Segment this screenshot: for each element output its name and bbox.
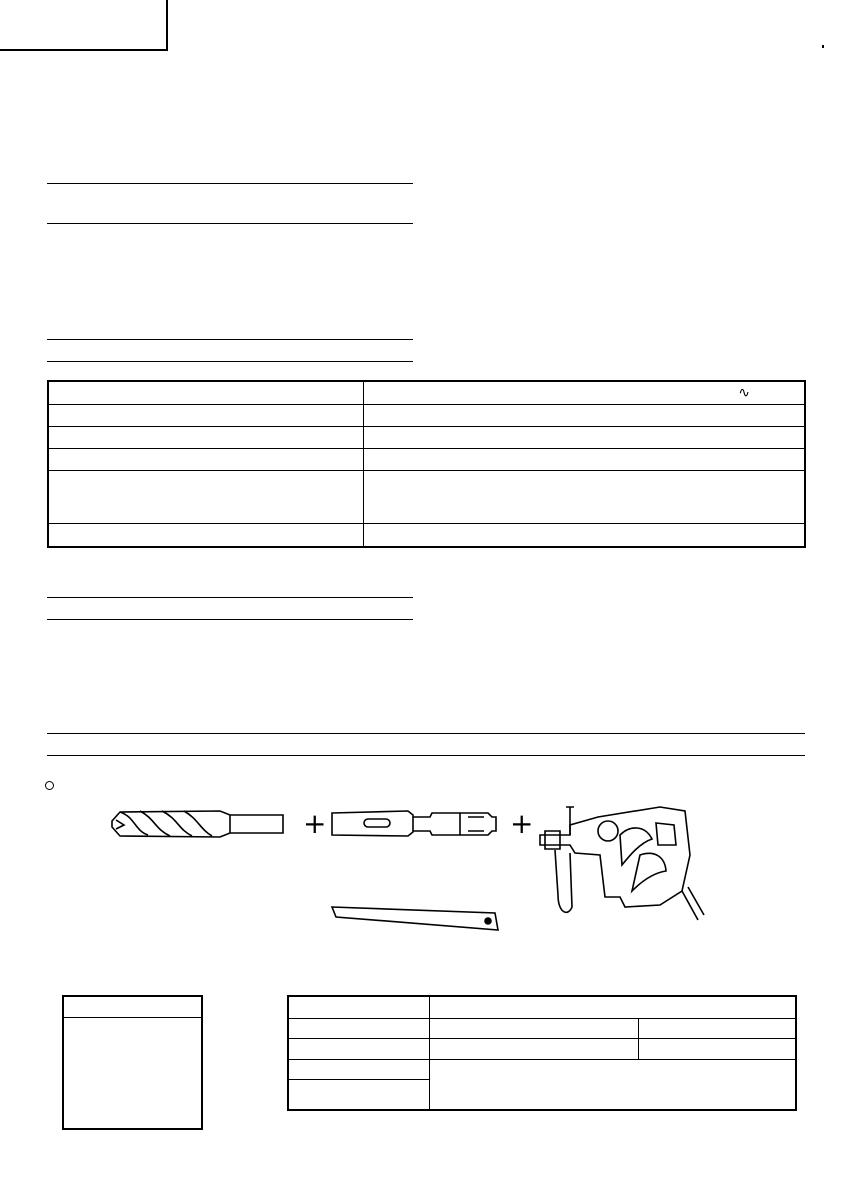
corner-mark: [822, 45, 824, 48]
combination-table: [287, 995, 797, 1111]
accessory-illustration: [100, 795, 710, 945]
combo-row: [288, 1039, 796, 1059]
spec-label: [48, 404, 364, 426]
ac-current-icon: ∿: [738, 384, 750, 401]
spec-value: [364, 426, 806, 448]
spec-value: [364, 404, 806, 426]
spec-label: [48, 523, 364, 547]
spec-row: [48, 523, 805, 547]
combo-row: [288, 1018, 796, 1038]
plus-sign-1: +: [303, 807, 327, 840]
bullet-icon: [45, 781, 54, 790]
taper-shank-adapter-icon: [332, 811, 496, 836]
spec-row: [48, 404, 805, 426]
combo-cell: [430, 1039, 639, 1059]
language-tab: [0, 0, 168, 51]
combo-row: [288, 1059, 796, 1079]
spec-row: [48, 448, 805, 470]
combo-cell: [430, 1018, 639, 1038]
cotter-icon: [332, 907, 498, 930]
section-rule-top-4: [47, 733, 805, 734]
small-info-box: [62, 995, 203, 1130]
section-rule-top-3: [47, 597, 413, 598]
spec-value: [364, 523, 806, 547]
plus-sign-2: +: [510, 807, 534, 840]
spec-value: [364, 448, 806, 470]
spec-label: [48, 426, 364, 448]
spec-value: [364, 381, 806, 404]
section-rule-bottom-1: [47, 223, 413, 224]
section-rule-top-2: [47, 339, 413, 340]
small-box-header-rule: [64, 1017, 201, 1018]
combo-cell: [288, 1079, 430, 1110]
section-rule-bottom-4: [47, 755, 805, 756]
specifications-table: [47, 380, 806, 548]
combo-cell: [288, 996, 430, 1018]
spec-row: [48, 470, 805, 523]
combo-cell: [288, 1018, 430, 1038]
spec-value: [364, 470, 806, 523]
combo-cell: [639, 1039, 797, 1059]
combo-cell: [288, 1059, 430, 1079]
spec-label: [48, 381, 364, 404]
spec-label: [48, 470, 364, 523]
combo-row: [288, 996, 796, 1018]
spec-row: [48, 426, 805, 448]
combo-cell: [430, 1059, 797, 1110]
spec-row: [48, 381, 805, 404]
combo-header: [430, 996, 797, 1018]
combo-cell: [639, 1018, 797, 1038]
rotary-hammer-icon: [540, 807, 704, 920]
spec-label: [48, 448, 364, 470]
drill-bit-icon: [112, 811, 283, 837]
section-rule-top-1: [47, 183, 413, 184]
section-rule-bottom-2: [47, 361, 413, 362]
combo-cell: [288, 1039, 430, 1059]
section-rule-bottom-3: [47, 619, 413, 620]
